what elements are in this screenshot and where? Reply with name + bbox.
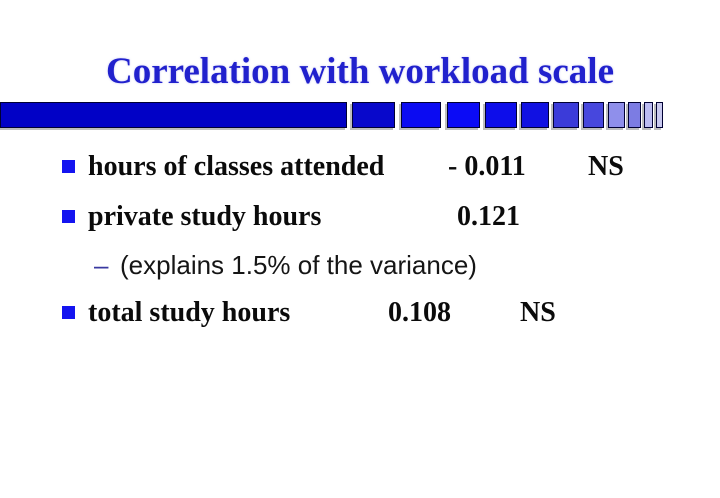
divider-bar bbox=[0, 102, 720, 128]
square-bullet-icon bbox=[62, 210, 75, 223]
divider-segment bbox=[447, 102, 480, 128]
bullet-row bbox=[0, 200, 720, 236]
divider-segment bbox=[656, 102, 663, 128]
bullet-row bbox=[0, 296, 720, 332]
divider-segment bbox=[0, 102, 347, 128]
significance-flag: NS bbox=[588, 151, 624, 182]
divider-segment bbox=[352, 102, 395, 128]
correlation-value: - 0.011 bbox=[448, 151, 526, 182]
significance-flag: NS bbox=[520, 297, 556, 328]
divider-segment bbox=[608, 102, 625, 128]
correlation-value: 0.121 bbox=[457, 201, 520, 232]
bullet-label: hours of classes attended bbox=[88, 151, 385, 182]
bullet-row bbox=[0, 150, 720, 186]
divider-segment bbox=[583, 102, 604, 128]
sub-bullet-row bbox=[0, 248, 720, 284]
slide-title: Correlation with workload scale bbox=[105, 51, 615, 92]
divider-segment bbox=[485, 102, 517, 128]
square-bullet-icon bbox=[62, 160, 75, 173]
divider-segment bbox=[521, 102, 549, 128]
divider-segment bbox=[553, 102, 579, 128]
dash-bullet-icon: – bbox=[94, 250, 109, 280]
bullet-label: total study hours bbox=[88, 297, 291, 328]
square-bullet-icon bbox=[62, 306, 75, 319]
bullet-label: private study hours bbox=[88, 201, 322, 232]
divider-segment bbox=[644, 102, 653, 128]
divider-segment bbox=[401, 102, 441, 128]
correlation-value: 0.108 bbox=[388, 297, 451, 328]
sub-bullet-text: (explains 1.5% of the variance) bbox=[120, 250, 477, 280]
divider-segment bbox=[628, 102, 641, 128]
